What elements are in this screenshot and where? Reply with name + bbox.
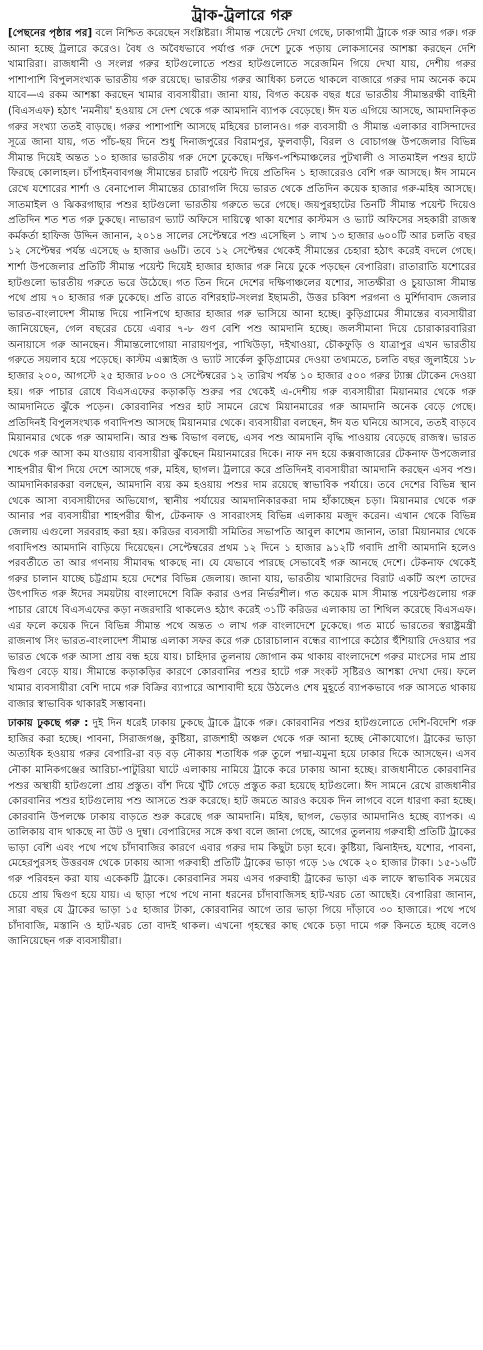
jump-label: [পেছনের পৃষ্ঠার পর]: [8, 28, 93, 39]
article-paragraph-2: [8, 716, 476, 950]
article-paragraph-1: [8, 26, 476, 712]
subheading-dhaka: ঢাকায় ঢুকছে গরু :: [8, 718, 89, 730]
article-headline: ট্রাক-ট্রলারে গরু: [191, 6, 293, 24]
paragraph-1-text: বলে নিশ্চিত করেছেন সংশ্লিষ্টরা। সীমান্ত পয়েন্টে দেখা গেছে, ঢাকাগামী ট্রাকে গরু আর গরু। গরু আনা হচ্ছে ট্রলারে করেও। বৈধ ও অবৈধভাবে পর্যাপ্ত গরু দেশে ঢুকে পড়ায় লোকসানের আশঙ্কা করছেন দেশি খামারিরা। রাজধানী ও সংলগ্ন গরুর হাটগুলোতে পশুর হাটগুলোতে সরেজমিন গিয়ে দেখা যায়, দেশীয় গরুর পাশাপাশি বিপুলসংখ্যক ভারতীয় গরু রয়েছে। ভারতীয় গরুর আধিক্য চলতে থাকলে বাজারে গরুর দাম অনেক কমে যাবে—এ রকম আশঙ্কা করছেন খামার ব্যবসায়ীরা। জানা যায়, বিগত কয়েক বছর ধরে ভারতীয় সীমান্তরক্ষী বাহিনী (বিএসএফ) হঠাৎ 'নমনীয়' হওয়ায় সে দেশ থেকে গরু আমদানি ব্যাপক বেড়েছে। ঈদ যত এগিয়ে আসছে, আমদানিকৃত গরুর সংখ্যা ততই বাড়ছে। গরুর পাশাপাশি আসছে মহিষের চালানও। গরু ব্যবসায়ী ও সীমান্ত এলাকার বাসিন্দাদের সূত্রে জানা যায়, গত পাঁচ-ছয় দিনে শুধু দিনাজপুরের বিরামপুর, ফুলবাড়ী, বিরল ও বোচাগঞ্জ উপজেলার বিভিন্ন সীমান্ত দিয়েই অন্তত ১০ হাজার ভারতীয় গরু দেশে ঢুকেছে। দক্ষিণ-পশ্চিমাঞ্চলের পুটখালী ও সাতমাইল পশুর হাটে ফিরছে কোলাহল। চাঁপাইনবাবগঞ্জ সীমান্তের চারটি পয়েন্ট দিয়ে প্রতিদিন ১ হাজারেরও বেশি গরু আসছে। ঈদ সামনে রেখে যশোরের শার্শা ও বেনাপোল সীমান্তের চোরাগলি দিয়ে ভারত থেকে প্রতিদিন কয়েক হাজার গরু-মহিষ আসছে। সাতমাইল ও ঝিকরগাছার পশুর হাটগুলো ভারতীয় গরুতে ভরে গেছে। জয়পুরহাটের তিনটি সীমান্ত পয়েন্ট দিয়েও প্রতিদিন শত শত গরু ঢুকছে। নাভারণ ভ্যাট অফিসে দায়িত্বে থাকা যশোর কাস্টমস ও ভ্যাট অফিসের সহকারী রাজস্ব কর্মকর্তা হাফিজ উদ্দিন জানান, ২০১৪ সালের সেপ্টেম্বরে পশু এসেছিল ১ লাখ ১৩ হাজার ৬০০টি আর চলতি বছর ১২ সেপ্টেম্বর পর্যন্ত এসেছে ৬ হাজার ৬৬টি। তবে ১২ সেপ্টেম্বর থেকেই সীমান্তের চেহারা হঠাৎ করেই বদলে গেছে। শার্শা উপজেলার প্রতিটি সীমান্ত পয়েন্ট দিয়েই হাজার হাজার গরু নিয়ে ঢুকে পড়ছেন বেপারিরা। রাতারাতি যশোরের হাটগুলো ভারতীয় গরুতে ভরে উঠেছে। গত তিন দিনে দেশের দক্ষিণাঞ্চলের যশোর, সাতক্ষীরা ও চুয়াডাঙ্গা সীমান্ত পথে প্রায় ৭০ হাজার গরু ঢুকেছে। প্রতি রাতে বশিরহাট-সংলগ্ন ইছামতী, উত্তর চব্বিশ পরগনা ও মুর্শিদাবাদ জেলার ভারত-বাংলাদেশ সীমান্ত দিয়ে পানিপথে হাজার হাজার গরু ভাসিয়ে আনা হচ্ছে। কুড়িগ্রামের সীমান্তের ব্যবসায়ীরা জানিয়েছেন, গেল বছরের চেয়ে এবার ৭-৮ গুণ বেশি পশু আমদানি হচ্ছে। জলসীমানা দিয়ে চোরাকারবারিরা অনায়াসে গরু আনছেন। সীমান্তলোগোয়া নারায়ণপুর, পাখিউড়া, দইখাওয়া, চৌকফুড়ি ও যাত্রাপুর এখন ভারতীয় গরুতে সয়লাব হয়ে পড়েছে। কাস্টম এক্সাইজ ও ভ্যাট সার্কেল কুড়িগ্রামের দেওয়া তথ্যমতে, চলতি বছর জুলাইয়ে ১৮ হাজার ২০০, আগস্টে ২৫ হাজার ৮০০ ও সেপ্টেম্বরের ১২ তারিখ পর্যন্ত ১০ হাজার ৫০০ গরুর ট্যাক্স টোকেন দেওয়া হয়। গরু পাচার রোধে বিএসএফের কড়াকড়ি শুরুর পর থেকেই এ-দেশীয় গরু ব্যবসায়ীরা মিয়ানমার থেকে গরু আমদানিতে ঝুঁকে পড়েন। কোরবানির পশুর হাট সামনে রেখে মিয়ানমারের গরু আমদানি অনেক বেড়ে গেছে। প্রতিদিনই বিপুলসংখ্যক গবাদিপশু আসছে মিয়ানমার থেকে। ব্যবসায়ীরা বলছেন, ঈদ যত ঘনিয়ে আসবে, ততই বাড়বে মিয়ানমার থেকে গরু আমদানি। আর শুল্ক বিভাগ বলছে, এসব পশু আমদানি বৃদ্ধি পাওয়ায় বেড়েছে রাজস্ব। ভারত থেকে গরু আসা কম যাওয়ায় ব্যবসায়ীরা ঝুঁকছেন মিয়ানমারের দিকে। নাফ নদ হয়ে কক্সবাজারের টেকনাফ উপজেলার শাহপরীর দ্বীপ দিয়ে দেশে আসছে গরু, মহিষ, ছাগল। ট্রলারে করে প্রতিদিনই ব্যবসায়ীরা আমদানি করছেন এসব পশু। আমদানিকারকরা বলছেন, আমদানি ব্যয় কম হওয়ায় পশুর দাম রয়েছে স্বাভাবিক পর্যায়ে। তবে দেশের বিভিন্ন স্থান থেকে আসা ব্যবসায়ীদের অভিযোগ, স্থানীয় পর্যায়ের আমদানিকারকরা দাম হাঁকাচ্ছেন চড়া। মিয়ানমার থেকে গরু আনার পর ব্যবসায়ীরা শাহপরীর দ্বীপ, টেকনাফ ও সাবরাংসহ বিভিন্ন এলাকায় মজুদ করেন। এখান থেকে বিভিন্ন জেলায় এগুলো সরবরাহ করা হয়। করিডর ব্যবসায়ী সমিতির সভাপতি আবুল কাশেম জানান, তারা মিয়ানমার থেকে গবাদিপশু আমদানি বাড়িয়ে দিয়েছেন। সেপ্টেম্বরের প্রথম ১২ দিনে ১ হাজার ৯১২টি গবাদি প্রাণী আমদানি হলেও পরবর্তীতে তা আর গণনায় সীমাবদ্ধ থাকছে না। যে যেভাবে পারছে সেভাবেই গরু আনছে দেশে। টেকনাফ থেকেই গরুর চালান যাচ্ছে চট্টগ্রাম হয়ে দেশের বিভিন্ন জেলায়। জানা যায়, ভারতীয় খামারিদের বিরাট একটি অংশ তাদের উৎপাদিত গরু ঈদের সময়টায় বাংলাদেশে বিক্রি করার ওপর নির্ভরশীল। গত কয়েক মাস সীমান্ত পয়েন্টগুলোয় গরু পাচার রোধে বিএসএফের কড়া নজরদারি থাকলেও হঠাৎ করেই ৩১টি করিডর এলাকায় তা শিথিল করেছে বিএসএফ। এর ফলে কয়েক দিনে বিভিন্ন সীমান্ত পথে অন্তত ৩ লাখ গরু বাংলাদেশে ঢুকেছে। গত মার্চে ভারতের স্বরাষ্ট্রমন্ত্রী রাজনাথ সিং ভারত-বাংলাদেশ সীমান্ত এলাকা সফর করে গরু চোরাচালান বন্ধের ব্যাপারে কঠোর হুঁশিয়ারি দেওয়ার পর ভারত থেকে গরু আসা প্রায় বন্ধ হয়ে যায়। চাহিদার তুলনায় জোগান কম থাকায় বাংলাদেশে গরুর মাংসের দাম প্রায় দ্বিগুণ বেড়ে যায়। সীমান্তে কড়াকড়ির কারণে কোরবানির পশুর হাটে গরু সংকট সৃষ্টিরও আশঙ্কা দেখা দেয়। ফলে খামার ব্যবসায়ীরা বেশি দামে গরু বিক্রির ব্যাপারে আশাবাদী হয়ে উঠলেও শেষ মুহূর্তে ব্যাপকভাবে গরু আসতে থাকায় বাজার স্বাভাবিক থাকারই সম্ভাবনা।: [8, 28, 476, 710]
paragraph-2-text: দুই দিন ধরেই ঢাকায় ঢুকছে ট্রাকে ট্রাকে গরু। কোরবানির পশুর হাটগুলোতে দেশি-বিদেশি গরু হাজির করা হচ্ছে। পাবনা, সিরাজগঞ্জ, কুষ্টিয়া, রাজশাহী অঞ্চল থেকে গরু আনা হচ্ছে নৌকাযোগে। ট্রাকের ভাড়া অত্যধিক হওয়ায় গরুর বেপারি-রা বড় বড় নৌকায় শতাধিক গরু তুলে পদ্মা-যমুনা হয়ে ঢাকার দিকে আসছেন। এসব নৌকা মানিকগঞ্জের আরিচা-পাটুরিয়া ঘাটে এলাকায় নামিয়ে ট্রাকে করে ঢাকায় আনা হচ্ছে। রাজধানীতে কোরবানির পশুর অস্থায়ী হাটগুলো প্রায় প্রস্তুত। বাঁশ দিয়ে খুঁটি গেড়ে প্রস্তুত করা হয়েছে হাটগুলো। ঈদ সামনে রেখে রাজধানীর কোরবানির পশুর হাটগুলোয় পশু আসতে শুরু করেছে। হাট জমতে আরও কয়েক দিন লাগবে বলে ধারণা করা হচ্ছে। কোরবানি উপলক্ষে ঢাকায় বাড়তে শুরু করেছে গরু আমদানি। মহিষ, ছাগল, ভেড়ার আমদানিও হচ্ছে ব্যাপক। এ তালিকায় বাদ থাকছে না উট ও দুম্বা। বেপারিদের সঙ্গে কথা বলে জানা গেছে, আগের তুলনায় গরুবাহী প্রতিটি ট্রাকের ভাড়া বেশি এবং পথে পথে চাঁদাবাজির কারণে এবার গরুর দাম কিছুটা চড়া হবে। কুষ্টিয়া, ঝিনাইদহ, যশোর, পাবনা, মেহেরপুরসহ উত্তরবঙ্গ থেকে ঢাকায় আসা গরুবাহী প্রতিটি ট্রাকের ভাড়া গড়ে ১৬ থেকে ২০ হাজার টাকা। ১৫-১৬টি গরু পরিবহন করা যায় একেকটি ট্রাকে। কোরবানির সময় এসব গরুবাহী ট্রাকের ভাড়া এক লাফে স্বাভাবিক সময়ের চেয়ে প্রায় দ্বিগুণ হয়ে যায়। এ ছাড়া পথে পথে নানা ধরনের চাঁদাবাজিসহ হাট-খরচ তো আছেই। বেপারিরা জানান, সারা বছর যে ট্রাকের ভাড়া ১৫ হাজার টাকা, কোরবানির আগে তার ভাড়া গিয়ে দাঁড়াবে ৩০ হাজারে। পথে পথে চাঁদাবাজি, মস্তানি ও হাট-খরচ তো বাদই থাকল। এখনো গৃহস্থের কাছ থেকে চড়া দামে গরু কিনতে হচ্ছে বলেও জানিয়েছেন গরু ব্যবসায়ীরা।: [8, 718, 476, 948]
